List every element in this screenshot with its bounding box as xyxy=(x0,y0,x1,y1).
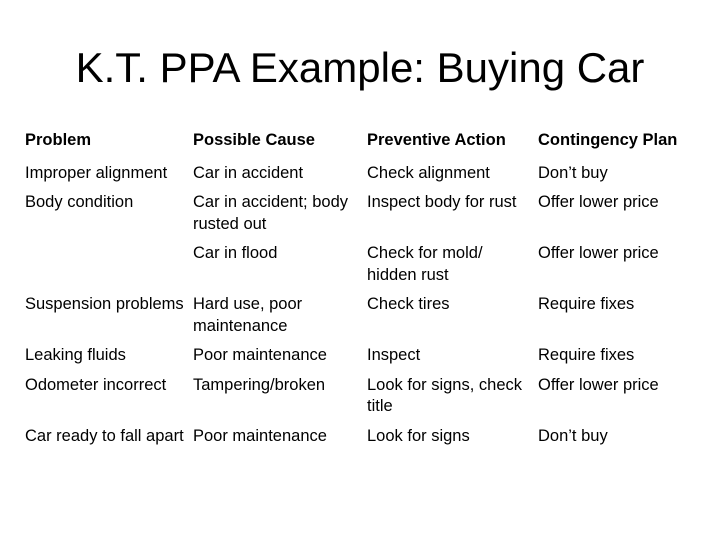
cell-contingency-plan: Don’t buy xyxy=(538,426,608,445)
header-preventive-action: Preventive Action xyxy=(367,131,506,149)
cell-contingency-plan: Require fixes xyxy=(538,295,635,313)
cell-contingency-plan: Offer lower price xyxy=(538,375,659,394)
cell-possible-cause: Poor maintenance xyxy=(193,346,327,364)
cell-problem: Odometer incorrect xyxy=(25,375,167,394)
table-row xyxy=(18,371,702,422)
cell-possible-cause: Car in accident xyxy=(193,163,304,182)
cell-preventive-action: Look for signs, check title xyxy=(367,375,522,415)
cell-preventive-action: Inspect xyxy=(367,346,421,364)
header-contingency-plan: Contingency Plan xyxy=(538,131,678,149)
cell-problem xyxy=(18,239,186,290)
table-row xyxy=(18,290,702,341)
cell-preventive-action: Check alignment xyxy=(367,163,490,182)
cell-contingency-plan: Don’t buy xyxy=(538,163,608,182)
cell-possible-cause: Car in flood xyxy=(193,244,278,262)
table-row xyxy=(18,188,702,239)
cell-preventive-action: Inspect body for rust xyxy=(367,193,517,211)
cell-contingency-plan: Offer lower price xyxy=(538,244,659,262)
cell-problem: Body condition xyxy=(25,193,134,211)
table-row xyxy=(18,341,702,371)
cell-problem: Improper alignment xyxy=(25,163,168,182)
cell-possible-cause: Tampering/broken xyxy=(193,375,326,394)
table-row xyxy=(18,159,702,189)
cell-problem: Car ready to fall apart xyxy=(25,426,184,445)
table-row xyxy=(18,422,702,452)
header-problem: Problem xyxy=(25,131,92,149)
table-header-row xyxy=(18,126,702,159)
cell-preventive-action: Check tires xyxy=(367,295,450,313)
table-row xyxy=(18,239,702,290)
ppa-table xyxy=(18,126,702,451)
cell-contingency-plan: Offer lower price xyxy=(538,193,659,211)
cell-preventive-action: Look for signs xyxy=(367,426,470,445)
cell-possible-cause: Hard use, poor maintenance xyxy=(193,295,303,335)
cell-contingency-plan: Require fixes xyxy=(538,346,635,364)
cell-preventive-action: Check for mold/ hidden rust xyxy=(367,244,483,284)
cell-problem: Suspension problems xyxy=(25,295,184,313)
cell-possible-cause: Car in accident; body rusted out xyxy=(193,193,349,233)
cell-problem: Leaking fluids xyxy=(25,346,126,364)
cell-possible-cause: Poor maintenance xyxy=(193,426,327,445)
slide-title: K.T. PPA Example: Buying Car xyxy=(75,44,645,91)
header-possible-cause: Possible Cause xyxy=(193,131,315,149)
